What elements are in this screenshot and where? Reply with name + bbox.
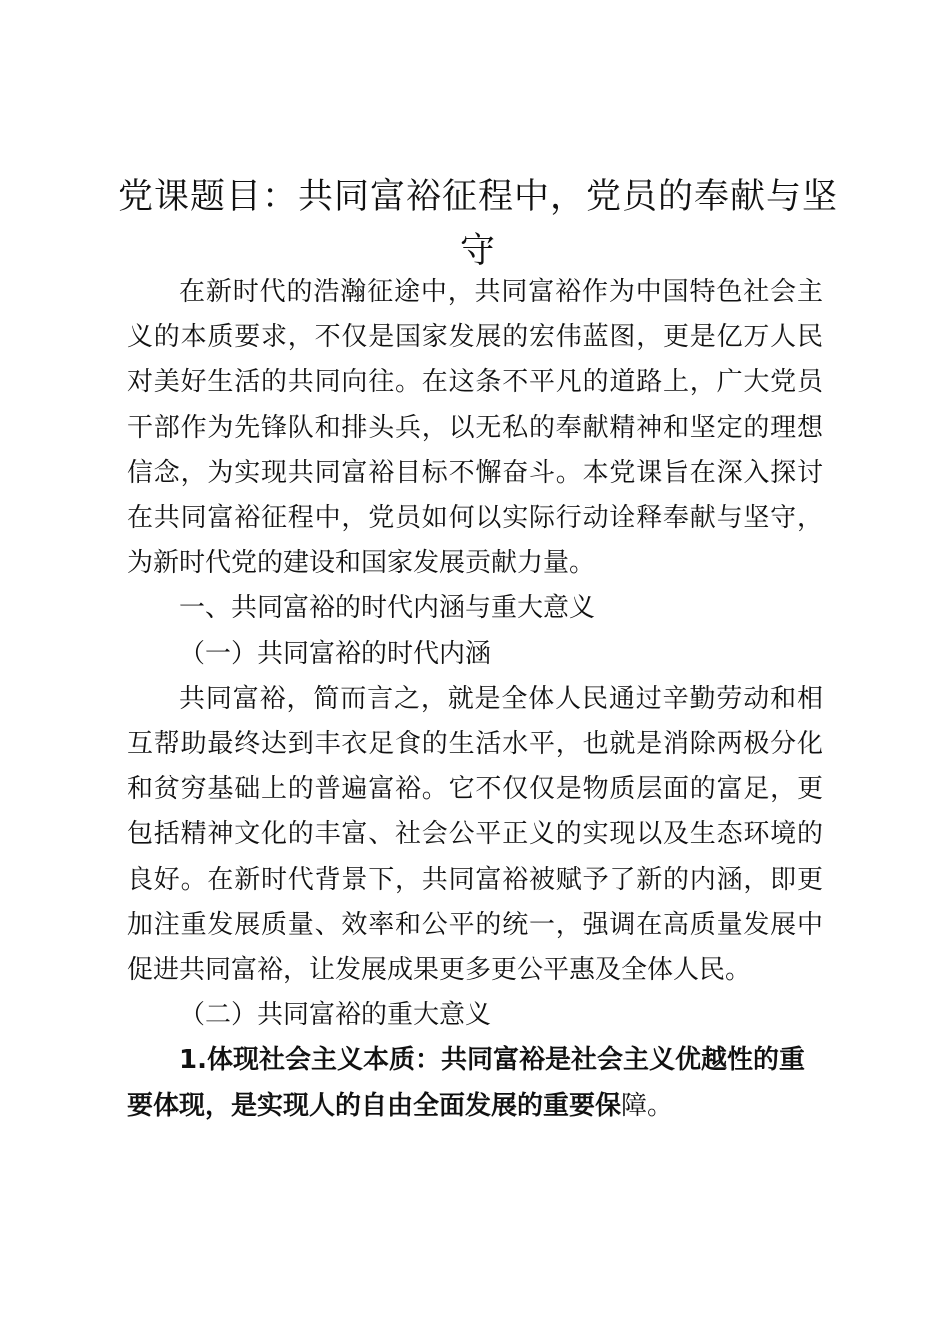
point-1-bold-text: 1.体现社会主义本质：共同富裕是社会主义优越性的重要体现，是实现人的自由全面发展的重要保 <box>127 1045 805 1121</box>
subsection-heading-2: （二）共同富裕的重大意义 <box>179 1000 492 1031</box>
intro-paragraph: 在新时代的浩瀚征途中，共同富裕作为中国特色社会主义的本质要求，不仅是国家发展的宏伟蓝图，更是亿万人民对美好生活的共同向往。在这条不平凡的道路上，广大党员干部作为先锋队和排头兵，以无私的奉献精神和坚定的理想信念，为实现共同富裕目标不懈奋斗。本党课旨在深入探讨在共同富裕征程中，党员如何以实际行动诠释奉献与坚守，为新时代党的建设和国家发展贡献力量。 <box>127 277 823 579</box>
subsection-heading-1: （一）共同富裕的时代内涵 <box>179 638 492 669</box>
document-body <box>127 270 823 1129</box>
subsection-1-paragraph: 共同富裕，简而言之，就是全体人民通过辛勤劳动和相互帮助最终达到丰衣足食的生活水平，也就是消除两极分化和贫穷基础上的普遍富裕。它不仅仅是物质层面的富足，更包括精神文化的丰富、社会公平正义的实现以及生态环境的良好。在新时代背景下，共同富裕被赋予了新的内涵，即更加注重发展质量、效率和公平的统一，强调在高质量发展中促进共同富裕，让发展成果更多更公平惠及全体人民。 <box>127 683 823 986</box>
point-1-rest-text: 障。 <box>621 1090 674 1121</box>
section-heading-1: 一、共同富裕的时代内涵与重大意义 <box>179 593 596 624</box>
document-title: 党课题目：共同富裕征程中，党员的奉献与坚守 <box>118 177 839 271</box>
point-1-paragraph <box>127 1038 823 1128</box>
